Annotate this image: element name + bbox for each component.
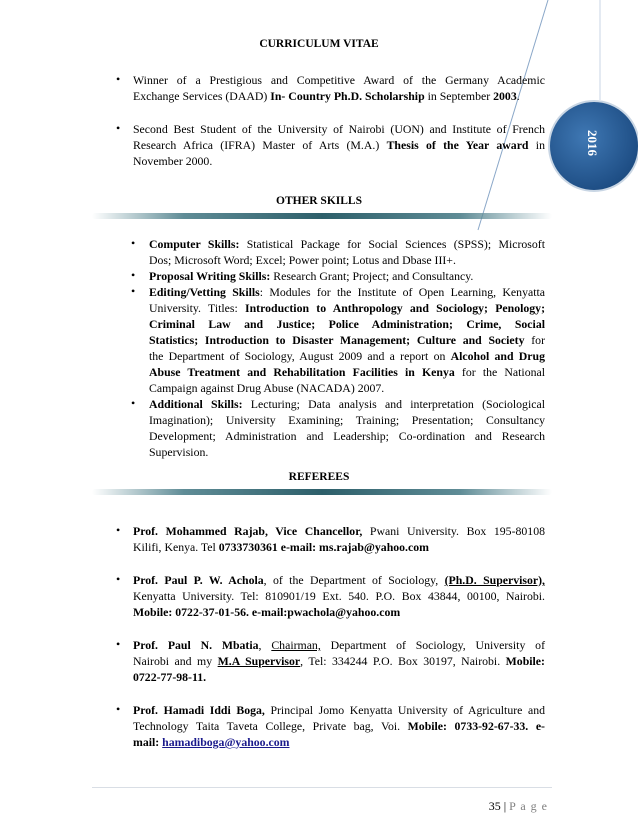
footer-divider <box>92 787 552 788</box>
bullet: • <box>116 702 121 716</box>
section-divider <box>92 213 552 219</box>
email-link[interactable]: hamadiboga@yahoo.com <box>162 735 290 749</box>
year-badge: 2016 <box>585 130 600 156</box>
bullet: • <box>131 396 136 410</box>
referee-item: Prof. Hamadi Iddi Boga, Principal Jomo Kenyatta University of Agriculture and Technology Taita Taveta College, Private bag, Voi. Mobile: 0733-92-67-33. e- mail: hamadiboga@yahoo.com <box>133 703 545 749</box>
bullet: • <box>116 523 121 537</box>
section-divider <box>92 489 552 495</box>
skill-item: Proposal Writing Skills: Research Grant; Project; and Consultancy. <box>149 269 474 283</box>
bullet: • <box>131 284 136 298</box>
bullet: • <box>116 72 121 86</box>
bullet: • <box>116 572 121 586</box>
page-number: 35 <box>488 799 501 813</box>
bullet: • <box>116 637 121 651</box>
section-heading-other-skills: OTHER SKILLS <box>276 195 362 207</box>
skill-item: Editing/Vetting Skills: Modules for the Institute of Open Learning, Kenyatta University. Titles: Introduction to Anthropology and Sociology; Penology; Criminal Law and Justice; Police Administration; Crime, Social Statistics; Introduction to Disaster Management; Culture and Society for the Department of Sociology, August 2009 and a report on Alcohol and Drug Abuse Treatment and Rehabilitation Facilities in Kenya for the National Campaign against Drug Abuse (NACADA) 2007. <box>149 285 546 395</box>
section-heading-referees: REFEREES <box>288 471 350 483</box>
referee-item: Prof. Paul N. Mbatia, Chairman, Department of Sociology, University of Nairobi and my M.A Supervisor, Tel: 334244 P.O. Box 30197, Nairobi. Mobile: 0722-77-98-11. <box>133 638 545 684</box>
award-item: Winner of a Prestigious and Competitive Award of the Germany Academic Exchange Services (DAAD) In- Country Ph.D. Scholarship in September 2003. <box>133 73 545 103</box>
page-title: CURRICULUM VITAE <box>259 38 379 50</box>
skill-item: Computer Skills: Statistical Package for Social Sciences (SPSS); Microsoft Dos; Microsoft Word; Excel; Power point; Lotus and Dbase III+. <box>149 237 545 267</box>
referee-item: Prof. Mohammed Rajab, Vice Chancellor, Pwani University. Box 195-80108 Kilifi, Kenya. Tel 0733730361 e-mail: ms.rajab@yahoo.com <box>133 524 545 554</box>
award-item: Second Best Student of the University of Nairobi (UON) and Institute of French Research Africa (IFRA) Master of Arts (M.A.) Thesis of the Year award in November 2000. <box>133 122 545 168</box>
referee-item: Prof. Paul P. W. Achola, of the Department of Sociology, (Ph.D. Supervisor), Kenyatta University. Tel: 810901/19 Ext. 540. P.O. Box 43844, 00100, Nairobi. Mobile: 0722-37-01-56. e-mail:pwachola@yahoo.com <box>133 573 546 619</box>
bullet: • <box>131 268 136 282</box>
skill-item: Additional Skills: Lecturing; Data analysis and interpretation (Sociological Imagination); University Examining; Training; Presentation; Consultancy Development; Administration and Leadership; Co-ordination and Research Supervision. <box>149 397 545 459</box>
page-label: P a g e <box>509 799 548 813</box>
page-footer: 35 | P a g e <box>488 799 548 813</box>
bullet: • <box>116 121 121 135</box>
bullet: • <box>131 236 136 250</box>
